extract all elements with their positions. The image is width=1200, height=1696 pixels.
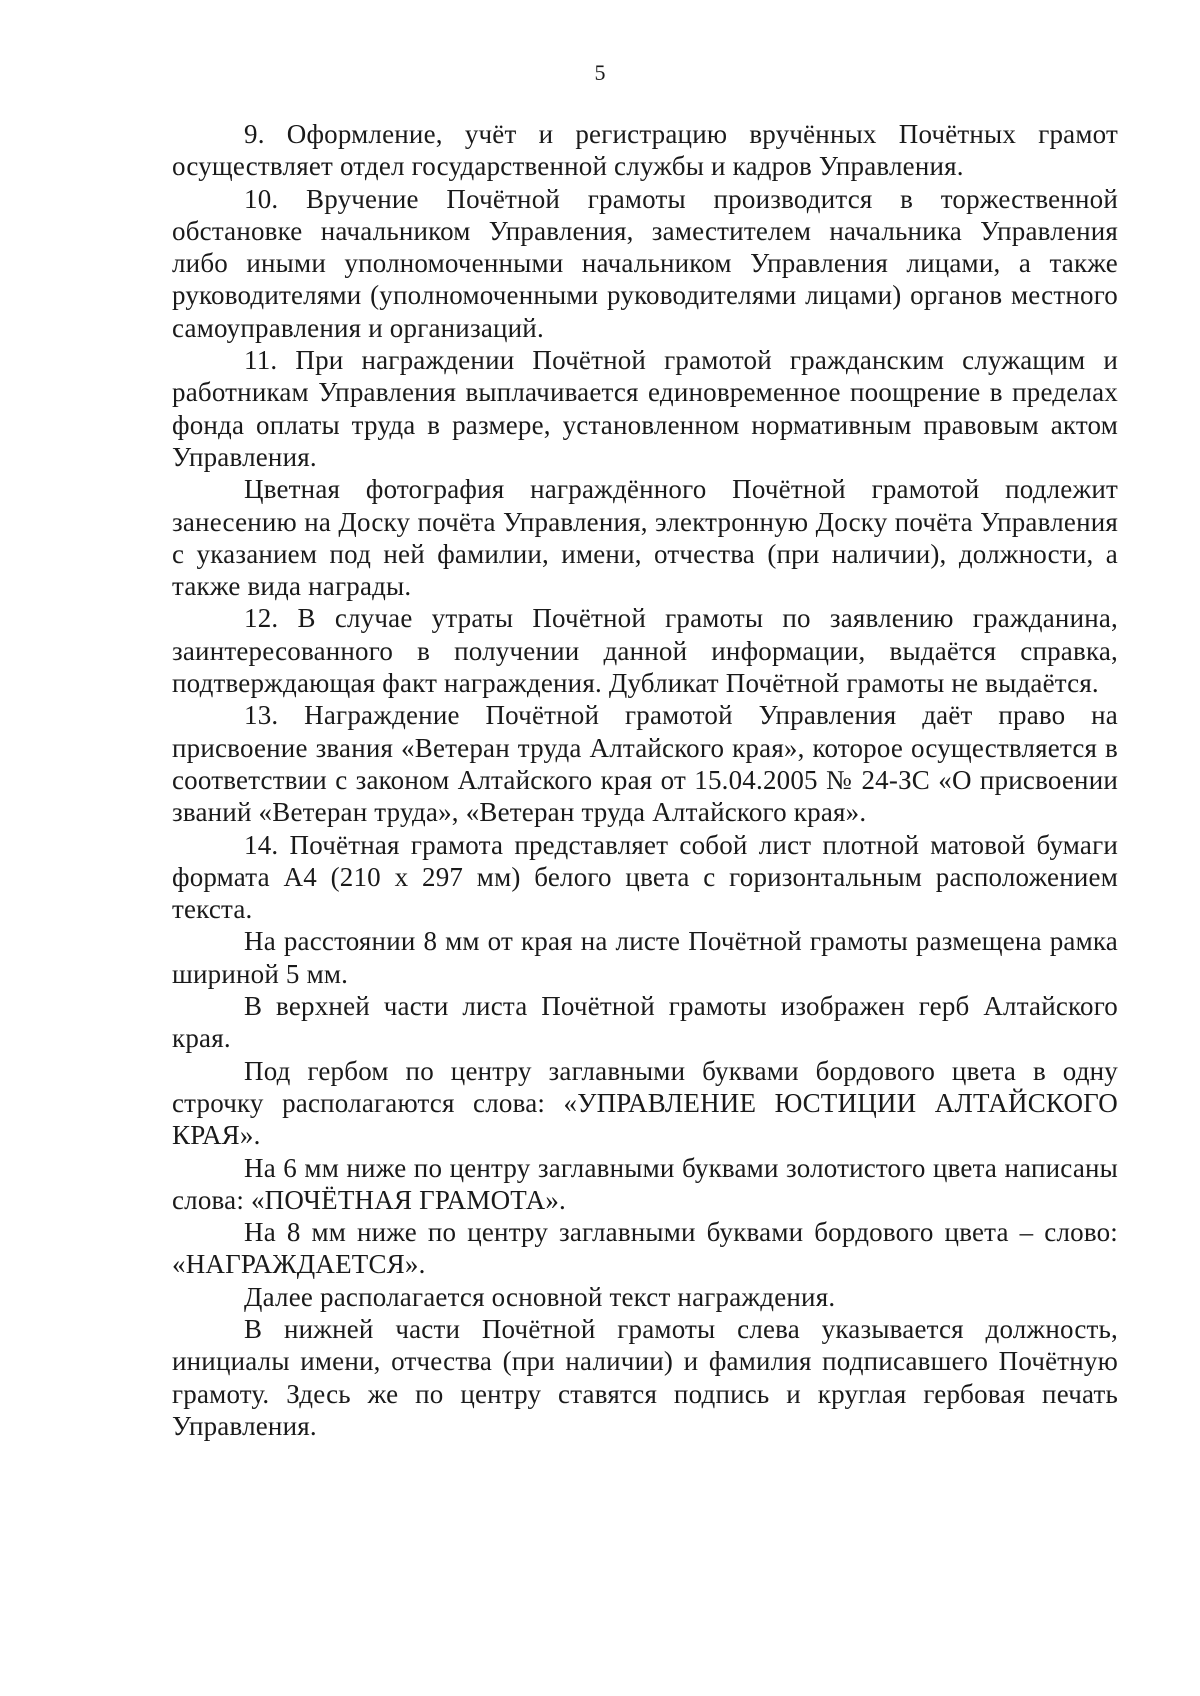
paragraph-12: 12. В случае утраты Почётной грамоты по заявлению гражданина, заинтересованного в получении данной информации, выдаётся справка, подтверждающая факт награждения. Дубликат Почётной грамоты не выдаётся.	[172, 603, 1118, 699]
paragraph-9: 9. Оформление, учёт и регистрацию вручённых Почётных грамот осуществляет отдел государственной службы и кадров Управления.	[172, 119, 1118, 182]
paragraph-11: 11. При награждении Почётной грамотой гражданским служащим и работникам Управления выплачивается единовременное поощрение в пределах фонда оплаты труда в размере, установленном нормативным правовым актом Управления.	[172, 345, 1118, 472]
paragraph-10: 10. Вручение Почётной грамоты производится в торжественной обстановке начальником Управления, заместителем начальника Управления либо иными уполномоченными начальником Управления лицами, а также руководителями (уполномоченными руководителями лицами) органов местного самоуправления и организаций.	[172, 183, 1118, 343]
paragraph-emblem: В верхней части листа Почётной грамоты изображен герб Алтайского края.	[172, 991, 1118, 1054]
paragraph-signature: В нижней части Почётной грамоты слева указывается должность, инициалы имени, отчества (при наличии) и фамилия подписавшего Почётную грамоту. Здесь же по центру ставятся подпись и круглая гербовая печать Управления.	[172, 1313, 1118, 1441]
paragraph-photo: Цветная фотография награждённого Почётной грамотой подлежит занесению на Доску почёта Управления, электронную Доску почёта Управления с указанием под ней фамилии, имени, отчества (при наличии), должности, а также вида награды.	[172, 474, 1118, 602]
document-body	[172, 118, 1118, 1442]
page-number: 5	[594, 60, 606, 85]
paragraph-header-words: Под гербом по центру заглавными буквами бордового цвета в одну строчку располагаются слова: «УПРАВЛЕНИЕ ЮСТИЦИИ АЛТАЙСКОГО КРАЯ».	[172, 1055, 1118, 1151]
paragraph-13: 13. Награждение Почётной грамотой Управления даёт право на присвоение звания «Ветеран труда Алтайского края», которое осуществляется в соответствии с законом Алтайского края от 15.04.2005 № 24-ЗС «О присвоении званий «Ветеран труда», «Ветеран труда Алтайского края».	[172, 700, 1118, 828]
paragraph-main-text: Далее располагается основной текст награждения.	[244, 1281, 836, 1312]
paragraph-14: 14. Почётная грамота представляет собой лист плотной матовой бумаги формата А4 (210 х 297 мм) белого цвета с горизонтальным расположением текста.	[172, 829, 1118, 925]
paragraph-title-words: На 6 мм ниже по центру заглавными буквами золотистого цвета написаны слова: «ПОЧЁТНАЯ ГРАМОТА».	[172, 1152, 1118, 1215]
paragraph-frame: На расстоянии 8 мм от края на листе Почётной грамоты размещена рамка шириной 5 мм.	[172, 926, 1118, 989]
paragraph-awarded-word: На 8 мм ниже по центру заглавными буквами бордового цвета – слово: «НАГРАЖДАЕТСЯ».	[172, 1217, 1118, 1280]
